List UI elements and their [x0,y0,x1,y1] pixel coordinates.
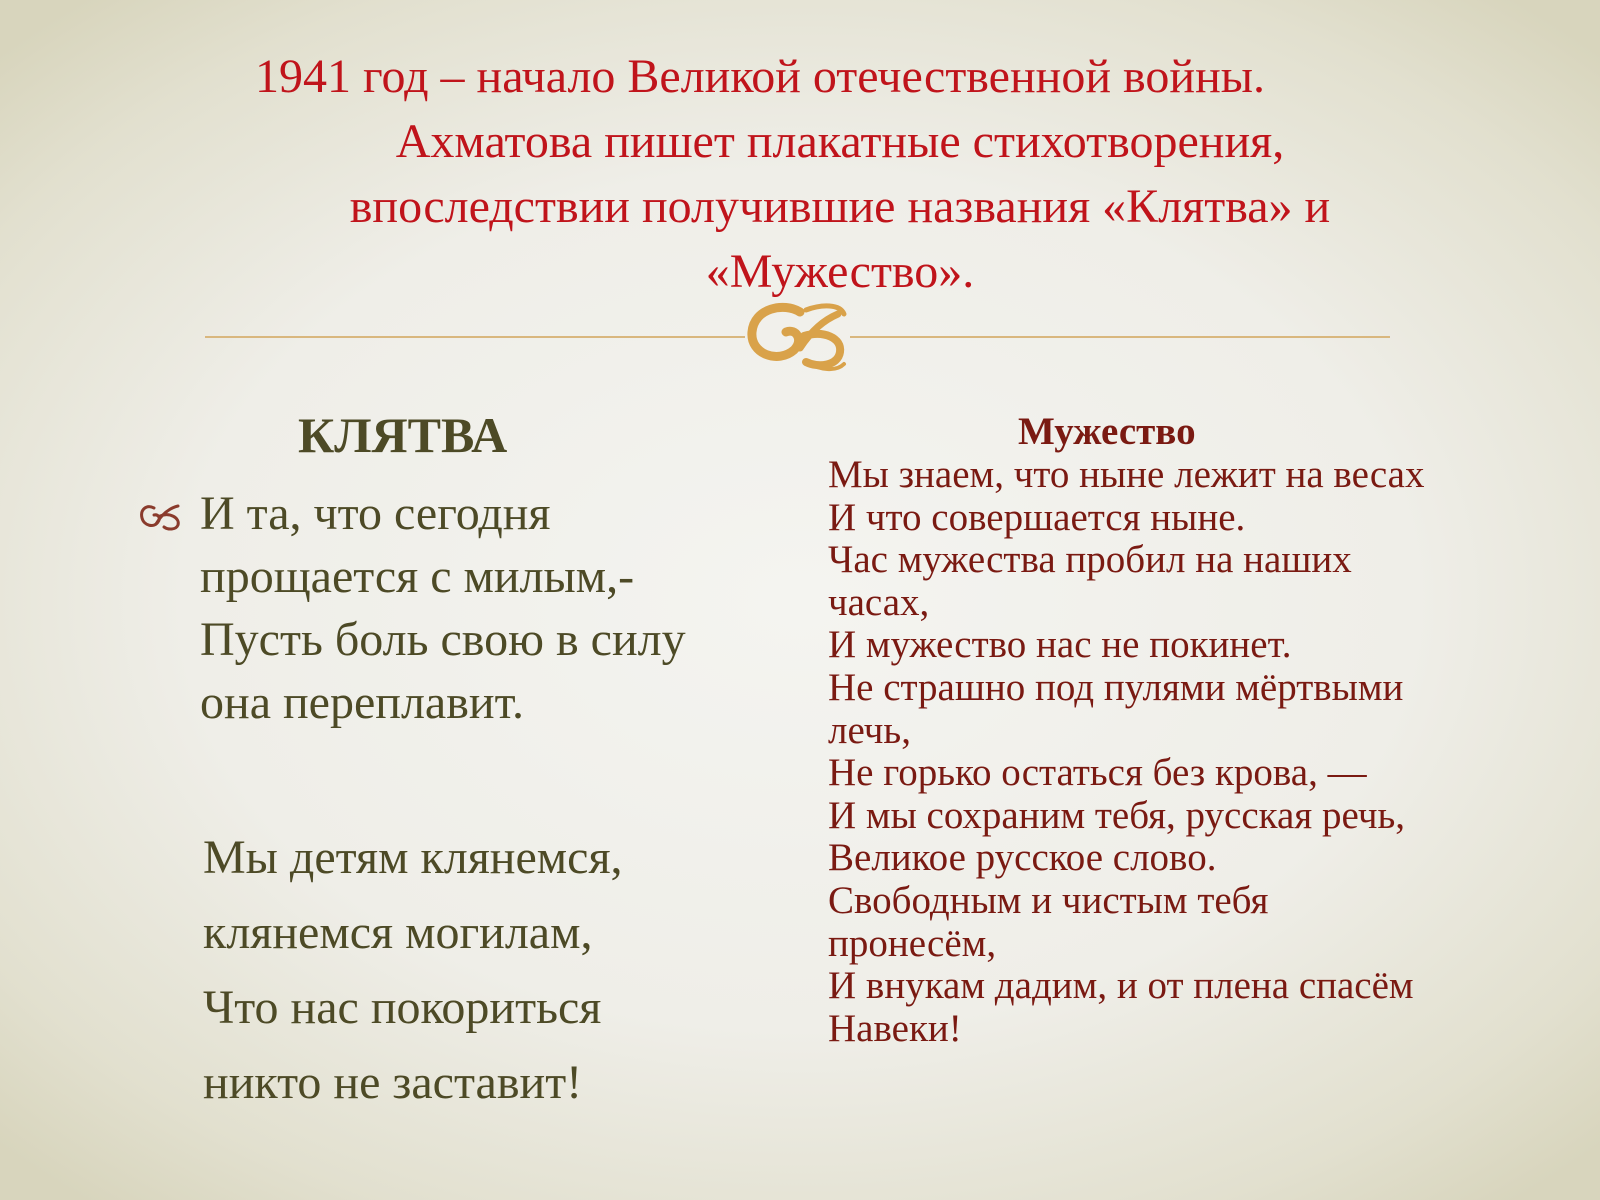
divider-line-right [850,336,1390,338]
title-line-2: Ахматова пишет плакатные стихотворения, [395,115,1285,168]
oath-heading: КЛЯТВА [298,407,508,463]
title-line-4: «Мужество». [705,245,975,298]
curl-bullet-icon [138,498,186,534]
courage-line: Не горько остаться без крова, — [828,751,1367,795]
oath-line: она переплавит. [200,676,524,729]
courage-line: пронесём, [828,921,997,965]
courage-line: И мы сохраним тебя, русская речь, [828,793,1405,837]
oath-stanza-2 [203,820,773,1120]
courage-line: Не страшно под пулями мёртвыми [828,665,1404,709]
swirl-ornament-icon [740,290,860,380]
oath-line: Пусть боль свою в силу [200,613,686,666]
courage-line: И внукам дадим, и от плена спасём [828,964,1414,1008]
divider-line-left [205,336,745,338]
courage-heading: Мужество [1018,410,1196,453]
courage-line: Свободным и чистым тебя [828,878,1269,922]
title-line-3: впоследствии получившие названия «Клятва» и [349,180,1331,233]
courage-line: часах, [828,580,930,624]
oath-line: клянемся могилам, [203,906,593,959]
oath-line: Мы детям клянемся, [203,831,623,884]
courage-line: И мужество нас не покинет. [828,623,1292,667]
courage-line: И что совершается ныне. [828,495,1246,539]
courage-line: Мы знаем, что ныне лежит на весах [828,453,1425,496]
slide-title [200,44,1380,304]
oath-line: прощается с милым,- [200,550,635,603]
oath-line: И та, что сегодня [200,487,551,540]
courage-line: Навеки! [828,1006,962,1050]
title-line-1: 1941 год – начало Великой отечественной войны. [254,50,1266,103]
courage-poem [828,454,1424,1050]
courage-line: Час мужества пробил на наших [828,538,1352,582]
courage-line: Великое русское слово. [828,836,1217,880]
oath-stanza-1 [200,482,770,734]
oath-line: никто не заставит! [203,1056,583,1109]
oath-line: Что нас покориться [203,981,602,1034]
courage-line: лечь, [828,708,911,752]
